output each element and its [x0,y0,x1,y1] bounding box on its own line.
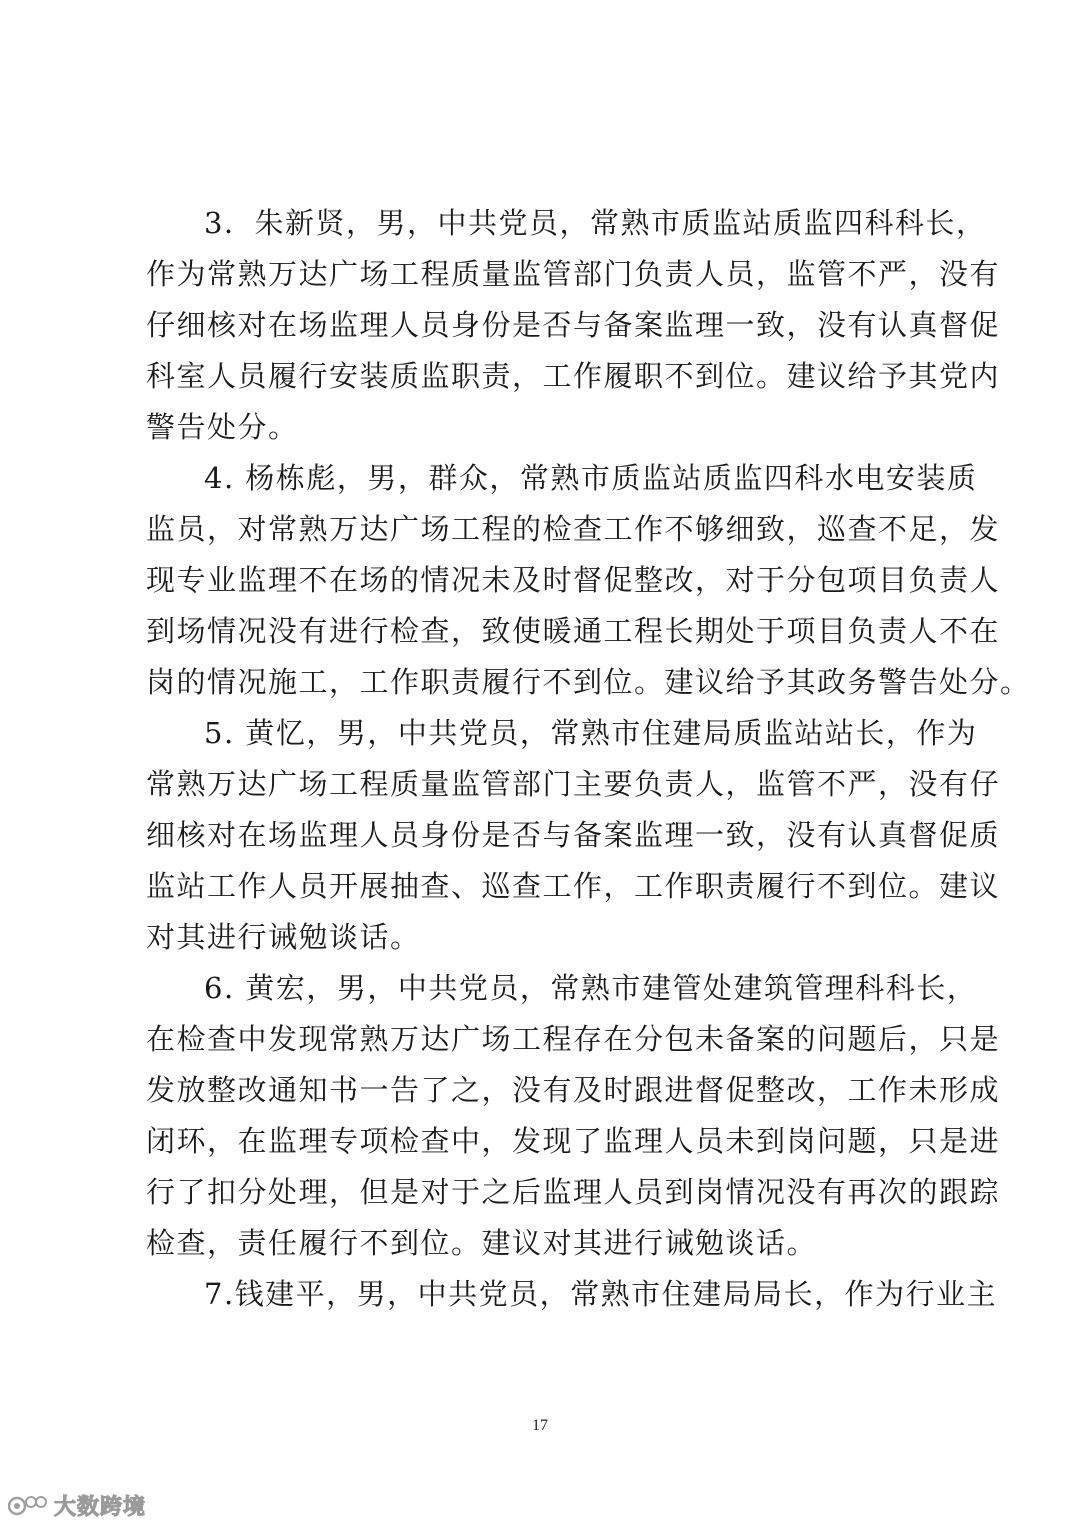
page-number: 17 [532,1417,548,1434]
text-line: 岗的情况施工，工作职责履行不到位。建议给予其政务警告处分。 [146,665,1031,699]
paragraph-5 [146,708,1001,963]
text-line: 对其进行诫勉谈话。 [146,920,421,954]
paragraph-3 [146,198,1001,453]
text-line: 现专业监理不在场的情况未及时督促整改，对于分包项目负责人 [146,563,1001,597]
text-line: 4. 杨栋彪，男，群众，常熟市质监站质监四科水电安装质 [204,461,978,495]
text-line: 6. 黄宏，男，中共党员，常熟市建管处建筑管理科科长， [204,971,978,1005]
paragraph-7 [146,1269,998,1320]
text-line: 仔细核对在场监理人员身份是否与备案监理一致，没有认真督促 [146,308,1001,342]
paragraph-6 [146,963,1001,1269]
text-line: 到场情况没有进行检查，致使暖通工程长期处于项目负责人不在 [146,614,1001,648]
text-line: 7.钱建平，男，中共党员，常熟市住建局局长，作为行业主 [204,1277,998,1311]
text-line: 闭环，在监理专项检查中，发现了监理人员未到岗问题，只是进 [146,1124,1001,1158]
watermark-text: 大数跨境 [54,1495,147,1520]
text-line: 行了扣分处理，但是对于之后监理人员到岗情况没有再次的跟踪 [146,1175,1001,1209]
text-line: 发放整改通知书一告了之，没有及时跟进督促整改，工作未形成 [146,1073,1001,1107]
text-line: 在检查中发现常熟万达广场工程存在分包未备案的问题后，只是 [146,1022,1001,1056]
text-line: 3．朱新贤，男，中共党员，常熟市质监站质监四科科长， [204,206,987,240]
text-line: 常熟万达广场工程质量监管部门主要负责人，监管不严，没有仔 [146,767,1001,801]
text-line: 5. 黄忆，男，中共党员，常熟市住建局质监站站长，作为 [204,716,978,750]
text-line: 检查，责任履行不到位。建议对其进行诫勉谈话。 [146,1226,818,1260]
logo-icon [8,1493,48,1519]
text-line: 细核对在场监理人员身份是否与备案监理一致，没有认真督促质 [146,818,1001,852]
text-line: 作为常熟万达广场工程质量监管部门负责人员，监管不严，没有 [146,257,1001,291]
text-line: 监员，对常熟万达广场工程的检查工作不够细致，巡查不足，发 [146,512,1001,546]
paragraph-4 [146,453,1031,708]
document-body [146,198,1031,1320]
text-line: 科室人员履行安装质监职责，工作履职不到位。建议给予其党内 [146,359,1001,393]
text-line: 监站工作人员开展抽查、巡查工作，工作职责履行不到位。建议 [146,869,1001,903]
text-line: 警告处分。 [146,410,299,444]
watermark [8,1490,146,1521]
